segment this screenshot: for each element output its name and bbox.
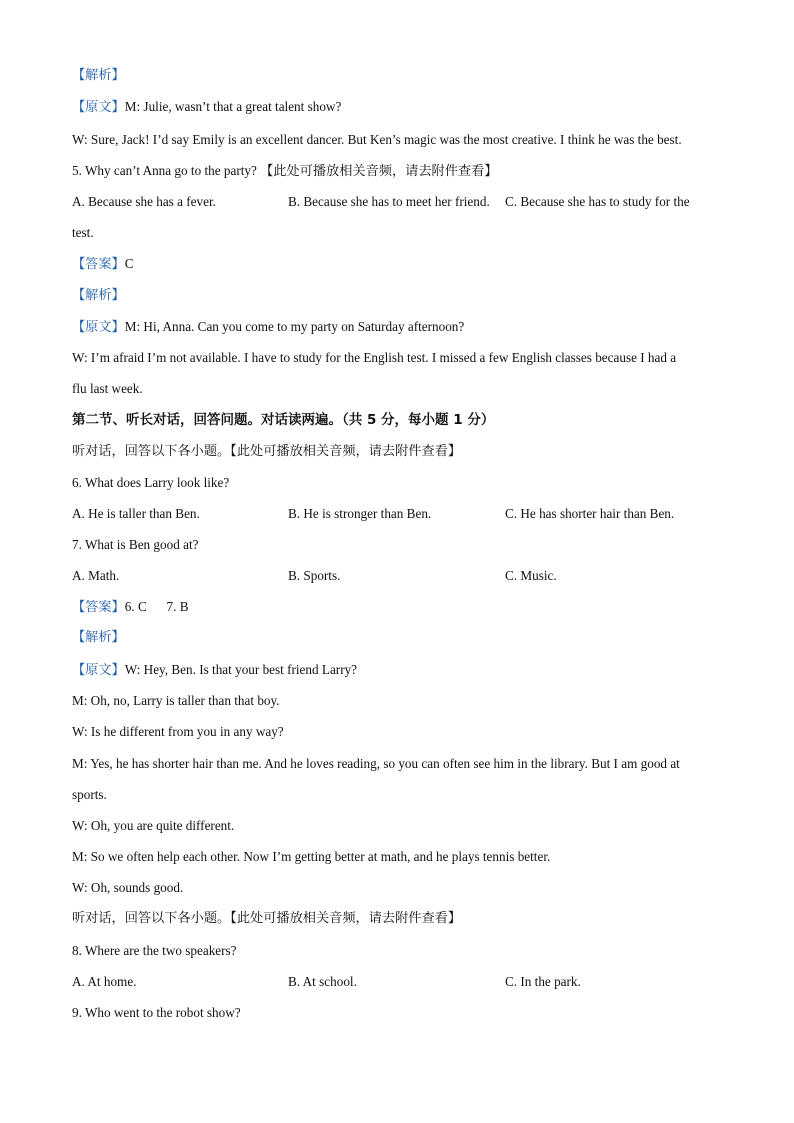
audio-note: 【此处可播放相关音频，请去附件查看】	[260, 164, 498, 179]
option-c: C. Because she has to study for the	[505, 194, 690, 209]
answer-label: 【答案】	[72, 600, 125, 615]
analysis-label: 【解析】	[72, 68, 125, 83]
question-5	[72, 163, 734, 180]
analysis-label: 【解析】	[72, 630, 125, 645]
question-7: 7. What is Ben good at?	[72, 537, 199, 552]
option-b: B. He is stronger than Ben.	[288, 506, 432, 521]
option-c: C. Music.	[505, 568, 557, 583]
option-b: B. At school.	[288, 974, 357, 989]
script-line: W: Is he different from you in any way?	[72, 724, 284, 739]
script-text: W: Hey, Ben. Is that your best friend Larry?	[124, 662, 358, 677]
question-9: 9. Who went to the robot show?	[72, 1005, 241, 1020]
question-text: 5. Why can’t Anna go to the party?	[72, 163, 257, 178]
answer-line	[72, 599, 734, 616]
option-a: A. At home.	[72, 974, 137, 989]
option-c-continued: test.	[72, 225, 94, 240]
option-b: B. Sports.	[288, 568, 341, 583]
script-line: M: Yes, he has shorter hair than me. And he loves reading, so you can often see him in the library. But I am good at	[72, 756, 680, 771]
instruction: 听对话，回答以下各小题。【此处可播放相关音频，请去附件查看】	[72, 911, 462, 926]
instruction: 听对话，回答以下各小题。【此处可播放相关音频，请去附件查看】	[72, 444, 462, 459]
answer-label: 【答案】	[72, 257, 125, 272]
script-label: 【原文】	[72, 100, 125, 115]
script-line: M: So we often help each other. Now I’m getting better at math, and he plays tennis better.	[72, 849, 551, 864]
option-b: B. Because she has to meet her friend.	[288, 194, 490, 209]
option-a: A. Because she has a fever.	[72, 194, 216, 209]
analysis-label: 【解析】	[72, 288, 125, 303]
option-a: A. He is taller than Ben.	[72, 506, 200, 521]
script-label: 【原文】	[72, 320, 125, 335]
script-text: M: Julie, wasn’t that a great talent show?	[124, 99, 342, 114]
option-c: C. In the park.	[505, 974, 581, 989]
script-line: W: I’m afraid I’m not available. I have to study for the English test. I missed a few English classes because I had a	[72, 350, 677, 365]
question-8: 8. Where are the two speakers?	[72, 943, 237, 958]
answer-line	[72, 256, 734, 273]
script-label: 【原文】	[72, 663, 125, 678]
script-text: M: Hi, Anna. Can you come to my party on Saturday afternoon?	[124, 319, 465, 334]
question-6: 6. What does Larry look like?	[72, 475, 230, 490]
script-line: W: Sure, Jack! I’d say Emily is an excellent dancer. But Ken’s magic was the most creative. I think he was the best.	[72, 132, 682, 147]
script-line: W: Oh, you are quite different.	[72, 818, 235, 833]
script-line	[72, 319, 734, 336]
script-line	[72, 662, 734, 679]
answer-value: 6. C 7. B	[124, 599, 189, 614]
script-line	[72, 99, 734, 116]
script-line: W: Oh, sounds good.	[72, 880, 184, 895]
script-line: M: Oh, no, Larry is taller than that boy.	[72, 693, 280, 708]
script-line: sports.	[72, 787, 107, 802]
option-a: A. Math.	[72, 568, 120, 583]
section-heading: 第二节、听长对话，回答问题。对话读两遍。（共 5 分，每小题 1 分）	[72, 412, 495, 428]
option-c: C. He has shorter hair than Ben.	[505, 506, 675, 521]
answer-value: C	[124, 256, 134, 271]
script-line: flu last week.	[72, 381, 143, 396]
